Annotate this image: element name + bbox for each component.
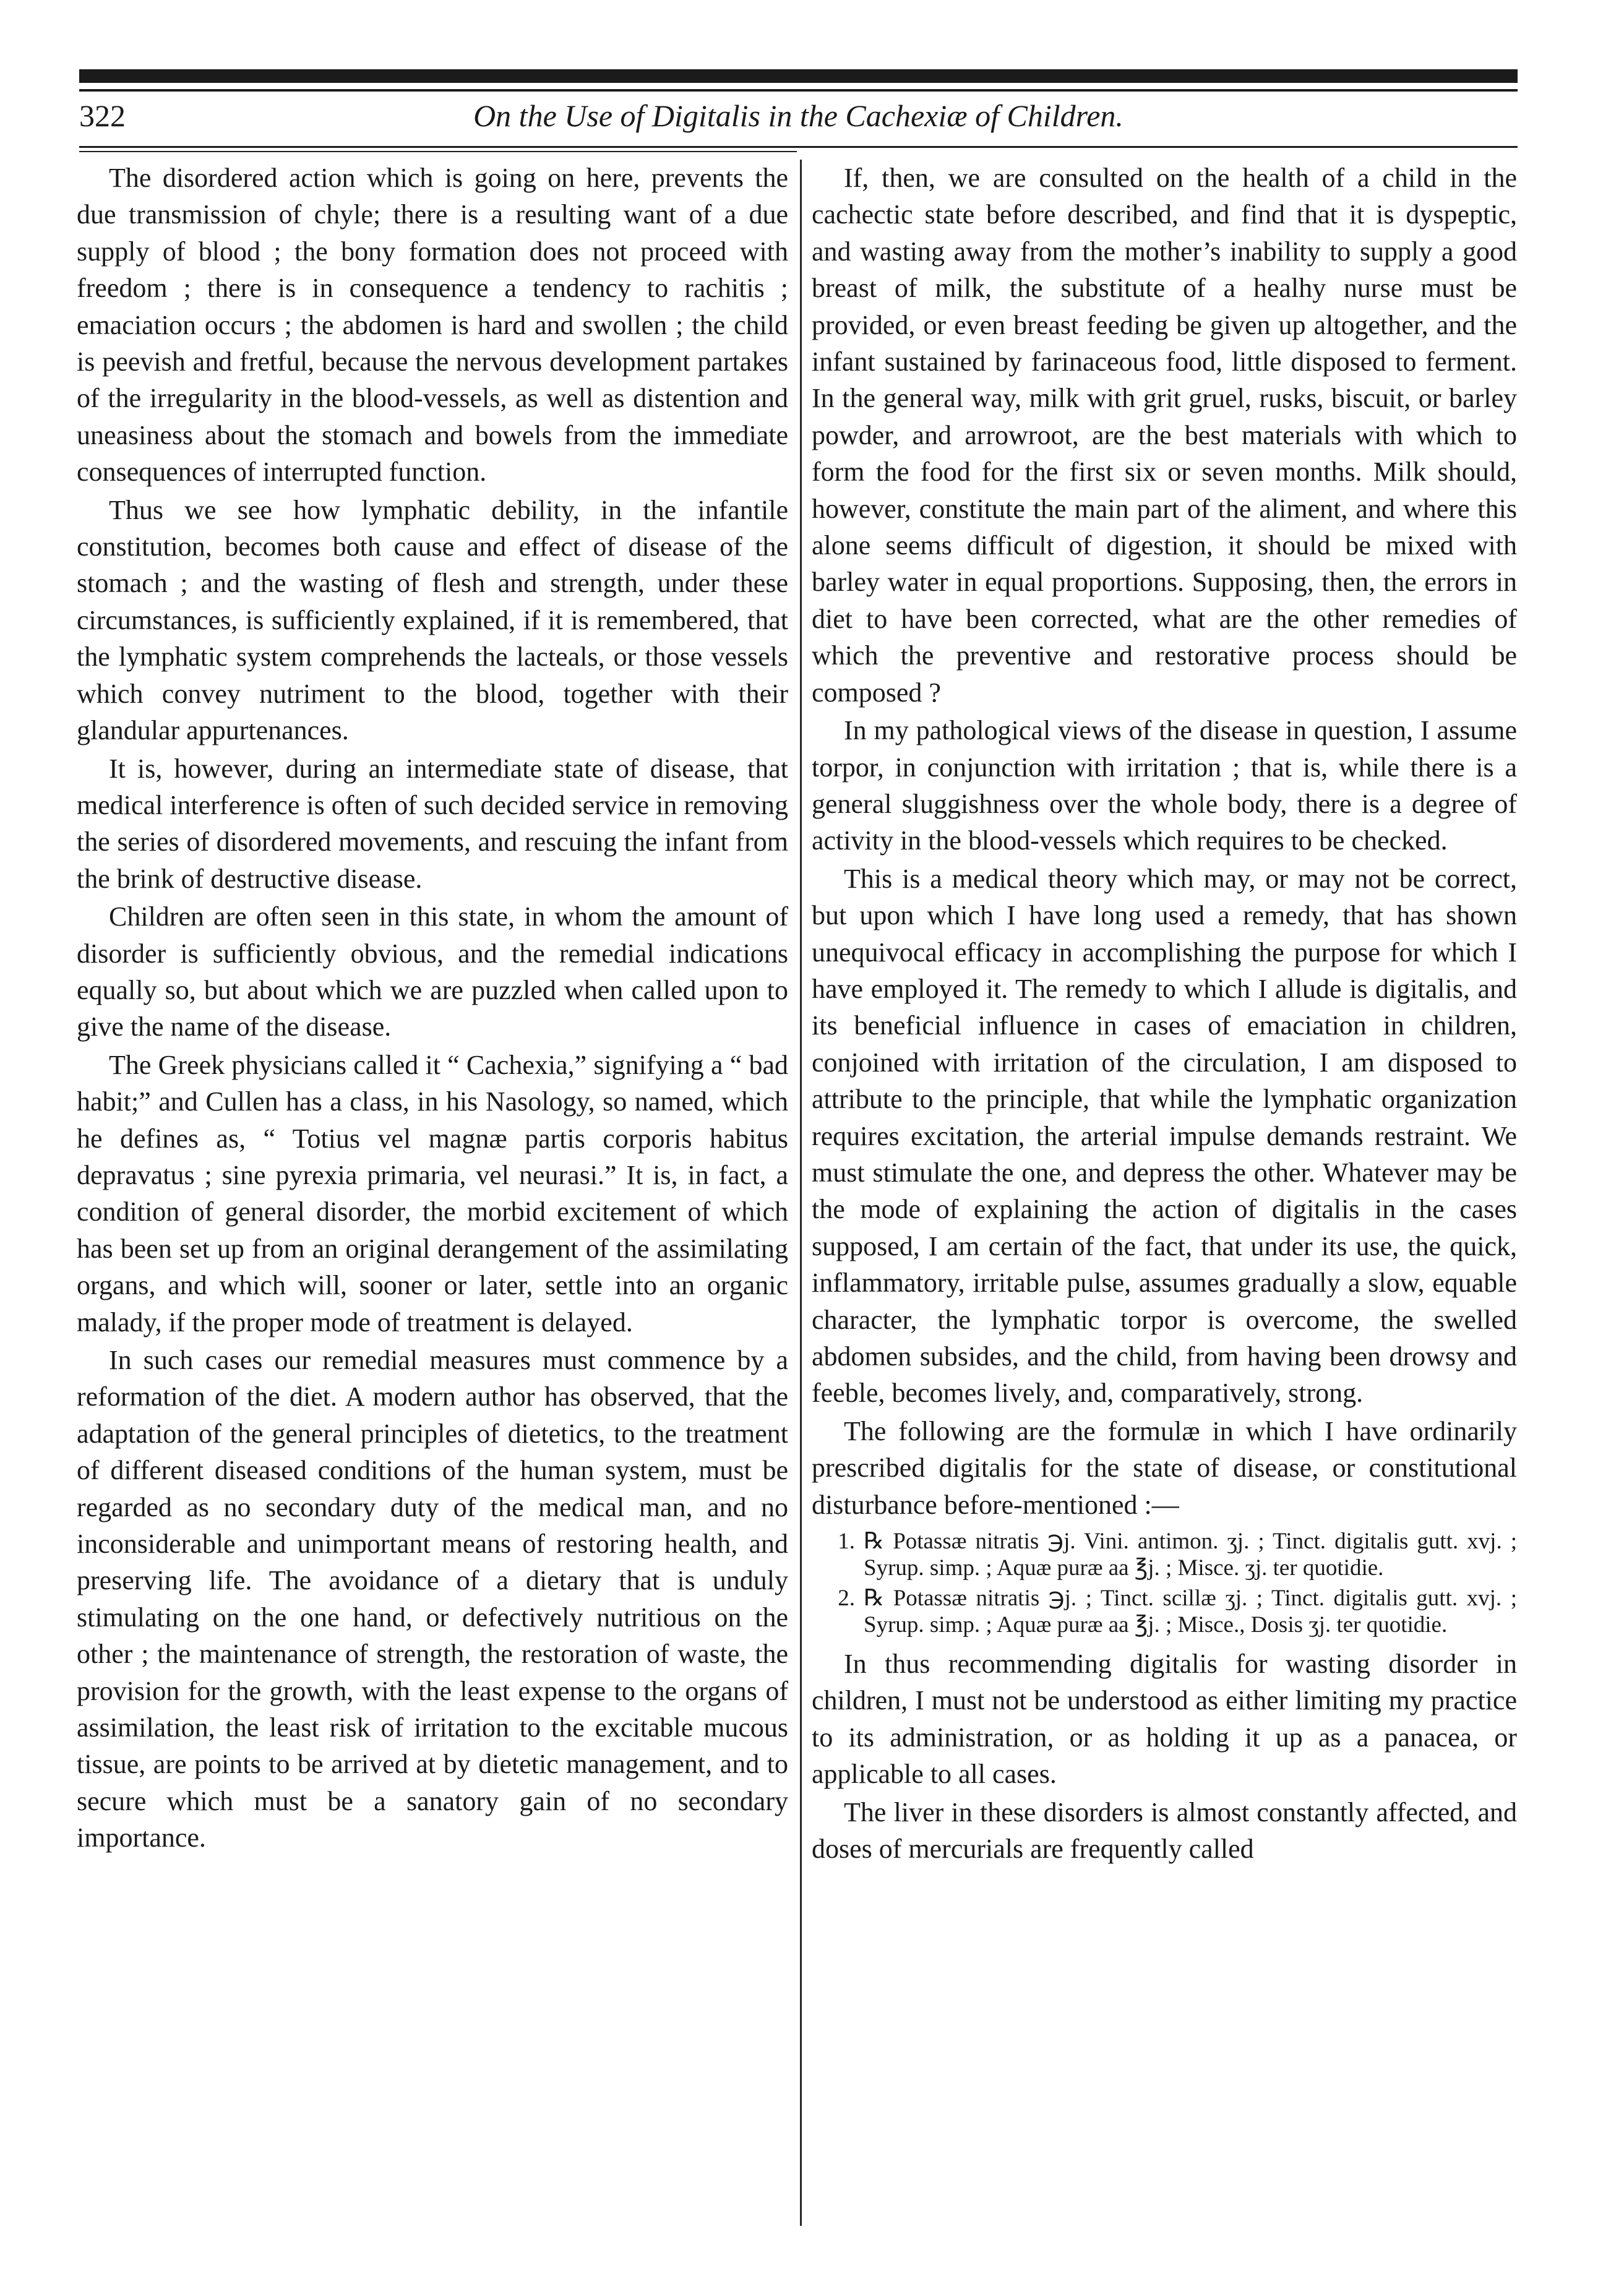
prescription-item [812,1585,1517,1638]
paragraph: The liver in these disorders is almost constantly affected, and doses of mercurials are frequently called [812,1797,1517,1865]
header-rule [79,146,1518,148]
prescription-number: 1. [838,1529,855,1555]
prescription-text: ℞ Potassæ nitratis ℈j. Vini. antimon. ʒj. ; Tinct. digitalis gutt. xvj. ; Syrup. simp. ; Aquæ puræ aa ℥j. ; Misce. ʒj. ter quotidie. [864,1529,1517,1581]
column-divider [800,160,802,2226]
prescription-item [812,1528,1517,1581]
prescription-number: 2. [838,1586,855,1612]
paragraph: Children are often seen in this state, in whom the amount of disorder is sufficiently obvious, and the remedial indications equally so, but about which we are puzzled when called upon to give the name of the disease. [77,901,788,1042]
running-head [79,94,1518,137]
paragraph: This is a medical theory which may, or may not be correct, but upon which I have long used a remedy, that has shown unequivocal efficacy in accomplishing the purpose for which I have employed it. The remedy to which I allude is digitalis, and its beneficial influence in cases of emaciation in children, conjoined with irritation of the circulation, I am disposed to attribute to the principle, that while the lymphatic organization requires excitation, the arterial impulse demands restraint. We must stimulate the one, and depress the other. Whatever may be the mode of explaining the action of digitalis in the cases supposed, I am certain of the fact, that under its use, the quick, inflammatory, irritable pulse, assumes gradually a slow, equable character, the lymphatic torpor is overcome, the swelled abdomen subsides, and the child, from having been drowsy and feeble, becomes lively, and, comparatively, strong. [812,863,1517,1409]
paragraph: In thus recommending digitalis for wasting disorder in children, I must not be understood as either limiting my practice to its administration, or as holding it up as a panacea, or applicable to all cases. [812,1649,1517,1790]
prescription-list [812,1528,1517,1638]
prescription-text: ℞ Potassæ nitratis ℈j. ; Tinct. scillæ ʒj. ; Tinct. digitalis gutt. xvj. ; Syrup. simp. ; Aquæ puræ aa ℥j. ; Misce., Dosis ʒj. ter quotidie. [864,1586,1517,1638]
right-column [812,160,1517,2251]
header-rule-short [79,151,797,152]
running-title: On the Use of Digitalis in the Cachexiæ of Children. [473,98,1123,133]
left-column [77,160,788,2251]
paragraph: The following are the formulæ in which I have ordinarily prescribed digitalis for the state of disease, or constitutional disturbance before-mentioned :— [812,1415,1517,1520]
top-rule [79,69,1518,83]
paragraph: Thus we see how lymphatic debility, in the infantile constitution, becomes both cause and effect of disease of the stomach ; and the wasting of flesh and strength, under these circumstances, is sufficiently explained, if it is remembered, that the lymphatic system comprehends the lacteals, or those vessels which convey nutriment to the blood, together with their glandular appurtenances. [77,494,788,746]
paragraph: If, then, we are consulted on the health of a child in the cachectic state before described, and find that it is dyspeptic, and wasting away from the mother’s inability to supply a good breast of milk, the substitute of a healhy nurse must be provided, or even breast feeding be given up altogether, and the infant sustained by farinaceous food, little disposed to ferment. In the general way, milk with grit gruel, rusks, biscuit, or barley powder, and arrowroot, are the best materials with which to form the food for the first six or seven months. Milk should, however, constitute the main part of the aliment, and where this alone seems difficult of digestion, it should be mixed with barley water in equal proportions. Supposing, then, the errors in diet to have been corrected, what are the other remedies of which the preventive and restorative process should be composed ? [812,163,1517,708]
paragraph: In my pathological views of the disease in question, I assume torpor, in conjunction with irritation ; that is, while there is a general sluggishness over the whole body, there is a degree of activity in the blood-vessels which requires to be checked. [812,715,1517,856]
paragraph: In such cases our remedial measures must commence by a reformation of the diet. A modern author has observed, that the adaptation of the general principles of dietetics, to the treatment of different diseased conditions of the human system, must be regarded as no secondary duty of the medical man, and no inconsiderable and unimportant means of restoring health, and preserving life. The avoidance of a dietary that is unduly stimulating on the one hand, or defectively nutritious on the other ; the maintenance of strength, the restoration of waste, the provision for the growth, with the least expense to the organs of assimilation, the least risk of irritation to the excitable mucous tissue, are points to be arrived at by dietetic management, and to secure which must be a sanatory gain of no secondary importance. [77,1345,788,1853]
paragraph: The disordered action which is going on here, prevents the due transmission of chyle; there is a resulting want of a due supply of blood ; the bony formation does not proceed with freedom ; there is in consequence a tendency to rachitis ; emaciation occurs ; the abdomen is hard and swollen ; the child is peevish and fretful, because the nervous development partakes of the irregularity in the blood-vessels, as well as distention and uneasiness about the stomach and bowels from the immediate consequences of interrupted function. [77,163,788,487]
page-number: 322 [79,98,126,133]
paragraph: The Greek physicians called it “ Cachexia,” signifying a “ bad habit;” and Cullen has a class, in his Nasology, so named, which he defines as, “ Totius vel magnæ partis corporis habitus depravatus ; sine pyrexia primaria, vel neurasi.” It is, in fact, a condition of general disorder, the morbid excitement of which has been set up from an original derangement of the assimilating organs, and which will, sooner or later, settle into an organic malady, if the proper mode of treatment is delayed. [77,1049,788,1337]
paragraph: It is, however, during an intermediate state of disease, that medical interference is often of such decided service in removing the series of disordered movements, and rescuing the infant from the brink of destructive disease. [77,753,788,894]
top-rule-thin [79,89,1518,92]
